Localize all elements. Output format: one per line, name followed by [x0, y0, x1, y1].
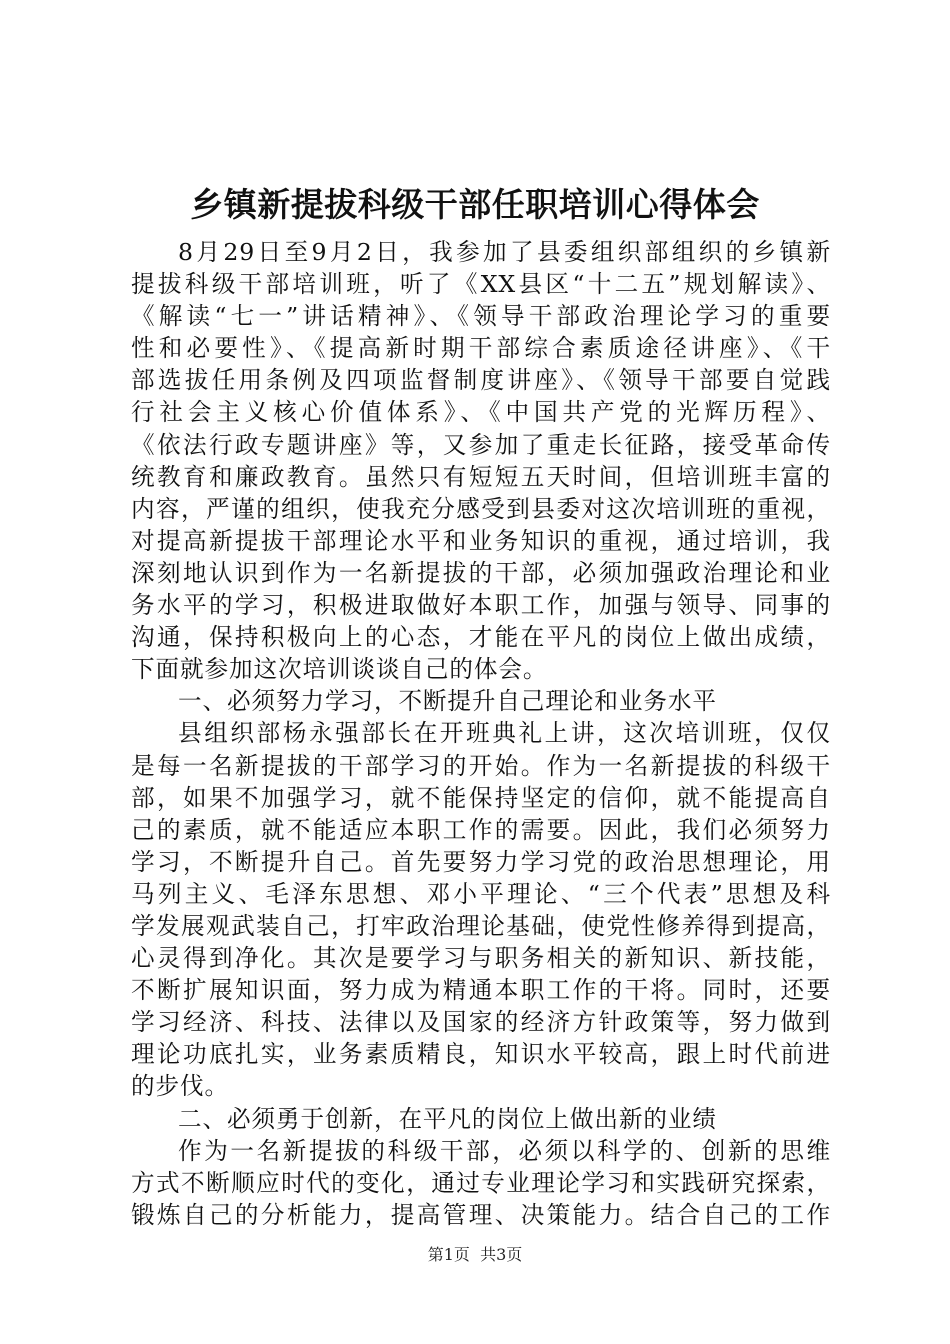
paragraph-line: 深刻地认识到作为一名新提拔的干部，必须加强政治理论和业	[131, 558, 831, 587]
paragraph-line: 学习，不断提升自己。首先要努力学习党的政治思想理论，用	[131, 847, 831, 876]
paragraph-line: 统教育和廉政教育。虽然只有短短五天时间，但培训班丰富的	[131, 462, 831, 491]
paragraph-line: 务水平的学习，积极进取做好本职工作，加强与领导、同事的	[131, 591, 831, 620]
paragraph-line: 学习经济、科技、法律以及国家的经济方针政策等，努力做到	[131, 1008, 831, 1037]
paragraph-line: 理论功底扎实，业务素质精良，知识水平较高，跟上时代前进	[131, 1040, 831, 1069]
paragraph-line: 部，如果不加强学习，就不能保持坚定的信仰，就不能提高自	[131, 783, 831, 812]
paragraph-line: 8月29日至9月2日，我参加了县委组织部组织的乡镇新	[178, 238, 831, 266]
paragraph-line: 县组织部杨永强部长在开班典礼上讲，这次培训班，仅仅	[178, 719, 831, 748]
paragraph-line: 马列主义、毛泽东思想、邓小平理论、“三个代表”思想及科	[131, 879, 831, 908]
paragraph-line: 己的素质，就不能适应本职工作的需要。因此，我们必须努力	[131, 815, 831, 844]
document-body	[131, 236, 831, 1231]
paragraph-line: 方式不断顺应时代的变化，通过专业理论学习和实践研究探索，	[131, 1168, 831, 1197]
paragraph-line: 《依法行政专题讲座》等，又参加了重走长征路，接受革命传	[131, 430, 831, 459]
paragraph-line: 对提高新提拔干部理论水平和业务知识的重视，通过培训，我	[131, 526, 831, 555]
paragraph-line: 心灵得到净化。其次是要学习与职务相关的新知识、新技能，	[131, 944, 831, 973]
paragraph-line: 是每一名新提拔的干部学习的开始。作为一名新提拔的科级干	[131, 751, 831, 780]
paragraph-line: 行社会主义核心价值体系》、《中国共产党的光辉历程》、	[131, 398, 831, 427]
page-number-footer: 第1页 共3页	[427, 1245, 523, 1264]
paragraph-line: 锻炼自己的分析能力，提高管理、决策能力。结合自己的工作	[131, 1200, 831, 1229]
paragraph-line: 部选拔任用条例及四项监督制度讲座》、《领导干部要自觉践	[131, 366, 831, 395]
paragraph-line: 提拔科级干部培训班，听了《XX县区“十二五”规划解读》、	[131, 270, 831, 299]
paragraph-line: 沟通，保持积极向上的心态，才能在平凡的岗位上做出成绩，	[131, 623, 831, 652]
paragraph-line: 性和必要性》、《提高新时期干部综合素质途径讲座》、《干	[131, 334, 831, 363]
paragraph-line: 学发展观武装自己，打牢政治理论基础，使党性修养得到提高，	[131, 911, 831, 940]
paragraph-line: 内容，严谨的组织，使我充分感受到县委对这次培训班的重视，	[131, 494, 831, 523]
paragraph-line: 《解读“七一”讲话精神》、《领导干部政治理论学习的重要	[131, 302, 831, 331]
paragraph-line: 作为一名新提拔的科级干部，必须以科学的、创新的思维	[178, 1136, 831, 1165]
section-heading: 二、必须勇于创新，在平凡的岗位上做出新的业绩	[178, 1104, 717, 1133]
section-heading: 一、必须努力学习，不断提升自己理论和业务水平	[178, 687, 717, 716]
document-title: 乡镇新提拔科级干部任职培训心得体会	[190, 185, 760, 224]
paragraph-line: 下面就参加这次培训谈谈自己的体会。	[131, 655, 548, 684]
paragraph-line: 不断扩展知识面，努力成为精通本职工作的干将。同时，还要	[131, 976, 831, 1005]
paragraph-line: 的步伐。	[131, 1072, 229, 1101]
